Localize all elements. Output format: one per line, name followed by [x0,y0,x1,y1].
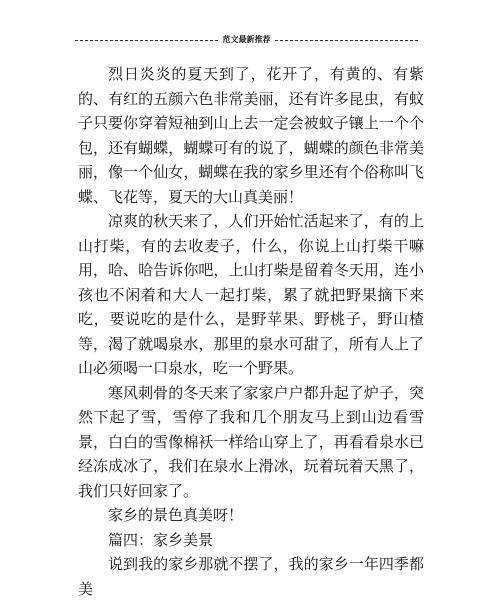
paragraph-intro: 说到我的家乡那就不摆了，我的家乡一年四季都美 [78,555,424,598]
header-title: 范文最新推荐 [220,33,274,47]
paragraph-conclusion: 家乡的景色真美呀！ [108,506,244,524]
page-header [75,33,418,47]
paragraph-summer: 烈日炎炎的夏天到了，花开了，有黄的、有紫的、有红的五颜六色非常美丽，还有许多昆虫，有蚊子只要你穿着短袖到山上去一定会被蚊子镶上一个个包，还有蝴蝶，蝴蝶可有的说了，蝴蝶的颜色非常美丽，像一个仙女，蝴蝶在我的家乡里还有个俗称叫飞蝶、飞花等，夏天的大山真美丽！ [78,65,424,206]
section-heading: 篇四：家乡美景 [108,530,214,549]
paragraph-autumn: 凉爽的秋天来了，人们开始忙活起来了，有的上山打柴，有的去收麦子，什么，你说上山打柴干嘛用，哈、哈告诉你吧，上山打柴是留着冬天用，连小孩也不闲着和大人一起打柴，累了就把野果摘下来吃，要说吃的是什么，是野苹果、野桃子，野山楂等，渴了就喝泉水，那里的泉水可甜了，所有人上了山必须喝一口泉水，吃一个野果。 [78,212,424,377]
document-body [78,62,424,601]
paragraph-winter: 寒风刺骨的冬天来了家家户户都升起了炉子，突然下起了雪，雪停了我和几个朋友马上到山边看雪景，白白的雪像棉袄一样给山穿上了，再看看泉水已经冻成冰了，我们在泉水上滑冰，玩着玩着天黑了，我们只好回家了。 [78,383,424,500]
